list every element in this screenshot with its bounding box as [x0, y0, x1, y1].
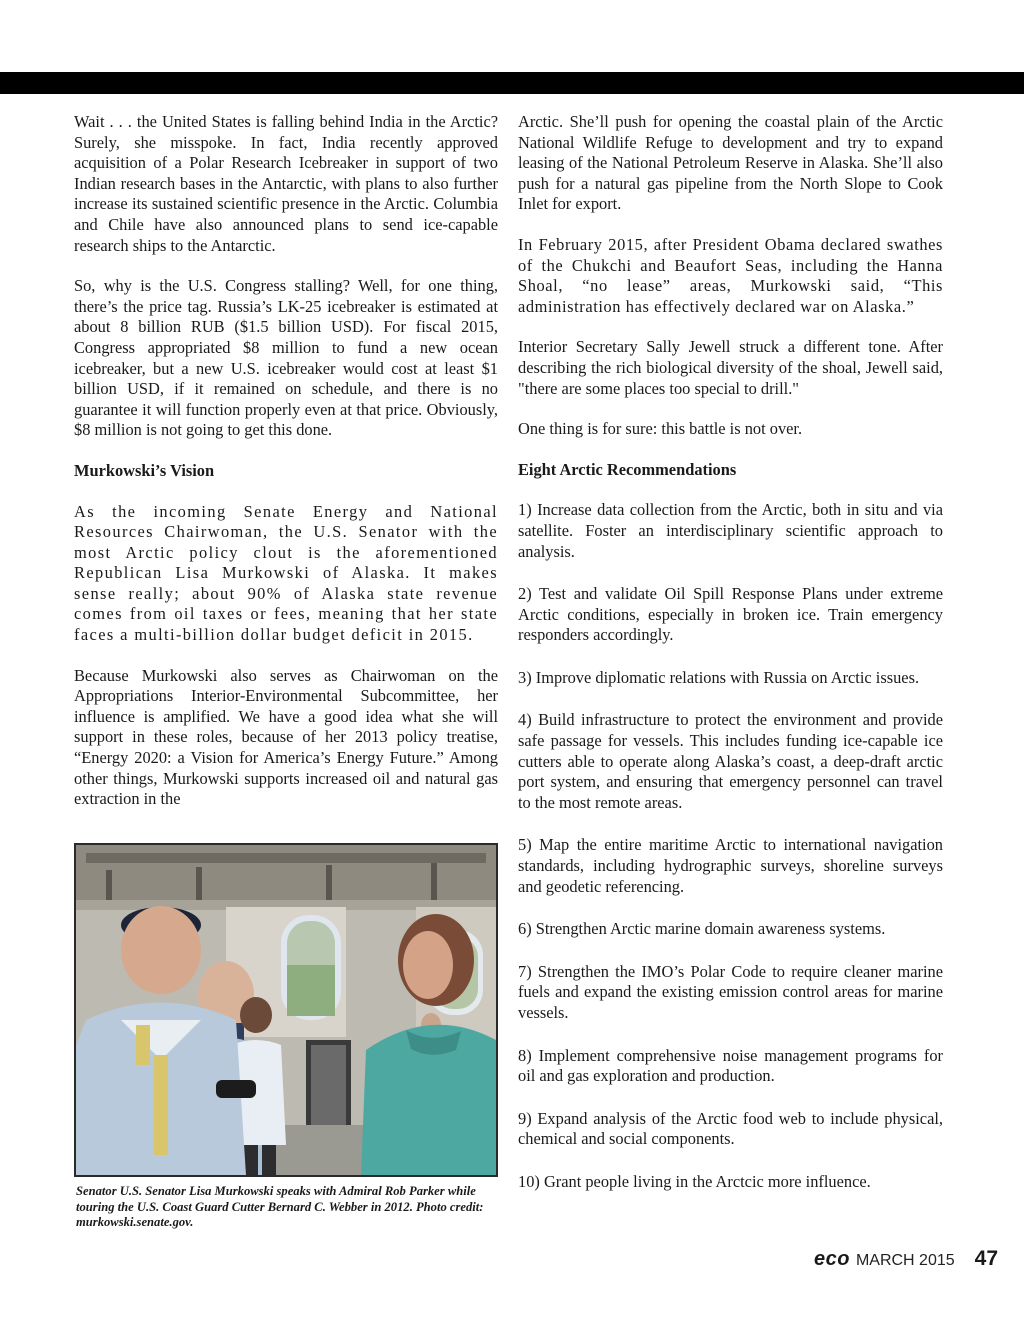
recommendations-list	[518, 500, 943, 1192]
section-heading: Murkowski’s Vision	[74, 460, 215, 480]
body-paragraph: One thing is for sure: this battle is not over.	[518, 419, 803, 439]
list-item: 10) Grant people living in the Arctcic more influence.	[518, 1171, 871, 1191]
list-item: 5) Map the entire maritime Arctic to international navigation standards, including hydrographic surveys, shoreline surveys and geodetic referencing.	[518, 835, 943, 896]
list-item: 1) Increase data collection from the Arctic, both in situ and via satellite. Foster an interdisciplinary scientific approach to analysis.	[518, 500, 943, 561]
list-item: 4) Build infrastructure to protect the environment and provide safe passage for vessels. This includes funding ice-capable ice cutters able to operate along Alaska’s coast, a deep-draft arctic port system, and ensuring that emergency personnel can travel to the most remote areas.	[518, 710, 943, 812]
section-heading: Eight Arctic Recommendations	[518, 459, 737, 479]
body-paragraph: In February 2015, after President Obama declared swathes of the Chukchi and Beaufort Seas, including the Hanna Shoal, “no lease” areas, Murkowski said, “This administration has effectively declared war on Alaska.”	[518, 234, 943, 316]
article-photo	[74, 843, 498, 1177]
right-column	[518, 112, 943, 1215]
body-paragraph: So, why is the U.S. Congress stalling? Well, for one thing, there’s the price tag. Russia’s LK-25 icebreaker is estimated at about 8 billion RUB ($1.5 billion USD). For fiscal 2015, Congress appropriated $8 million to fund a new ocean icebreaker, but a new U.S. icebreaker would cost at least $1 billion USD, if it remained on schedule, and there is no guarantee it will function properly even at that price. Obviously, $8 million is not going to get this done.	[74, 276, 498, 440]
magazine-logo: eco	[813, 1248, 850, 1270]
left-column	[74, 112, 498, 810]
body-paragraph: Wait . . . the United States is falling behind India in the Arctic? Surely, she misspoke. In fact, India recently approved acquisition of a Polar Research Icebreaker in support of two Indian research bases in the Antarctic, with plans to also further increase its sustained scientific presence in the Arctic. Columbia and Chile have also announced plans to send ice-capable research ships to the Antarctic.	[74, 112, 498, 255]
list-item: 8) Implement comprehensive noise management programs for oil and gas exploration and production.	[518, 1045, 943, 1086]
list-item: 2) Test and validate Oil Spill Response Plans under extreme Arctic conditions, especially in broken ice. Train emergency responders accordingly.	[518, 584, 943, 645]
body-paragraph: Interior Secretary Sally Jewell struck a different tone. After describing the rich biological diversity of the shoal, Jewell said, "there are some places too special to drill."	[518, 337, 943, 398]
list-item: 3) Improve diplomatic relations with Russia on Arctic issues.	[518, 667, 920, 687]
header-bar	[0, 72, 1024, 94]
body-paragraph: As the incoming Senate Energy and National Resources Chairwoman, the U.S. Senator with the most Arctic policy clout is the aforementioned Republican Lisa Murkowski of Alaska. It makes sense really; about 90% of Alaska state revenue comes from oil taxes or fees, meaning that her state faces a multi-billion dollar budget deficit in 2015.	[74, 501, 498, 645]
body-paragraph: Because Murkowski also serves as Chairwoman on the Appropriations Interior-Environmental Subcommittee, her influence is amplified. We have a good idea what she will support in these roles, because of her 2013 policy treatise, “Energy 2020: a Vision for America’s Energy Future.” Among other things, Murkowski supports increased oil and natural gas extraction in the	[74, 665, 498, 809]
issue-date: MARCH 2015	[855, 1252, 955, 1269]
photo-caption: Senator U.S. Senator Lisa Murkowski speaks with Admiral Rob Parker while touring the U.S. Coast Guard Cutter Bernard C. Webber in 2012. Photo credit: murkowski.senate.gov.	[76, 1184, 484, 1229]
list-item: 6) Strengthen Arctic marine domain awareness systems.	[518, 919, 886, 939]
body-paragraph: Arctic. She’ll push for opening the coastal plain of the Arctic National Wildlife Refuge to development and try to expand leasing of the National Petroleum Reserve in Alaska. She’ll also push for a natural gas pipeline from the North Slope to Cook Inlet for export.	[518, 112, 943, 214]
list-item: 9) Expand analysis of the Arctic food web to include physical, chemical and social components.	[518, 1108, 943, 1149]
page-footer	[814, 1247, 998, 1271]
list-item: 7) Strengthen the IMO’s Polar Code to require cleaner marine fuels and expand the existing emission control areas for marine vessels.	[518, 961, 943, 1022]
page-number: 47	[974, 1247, 998, 1270]
